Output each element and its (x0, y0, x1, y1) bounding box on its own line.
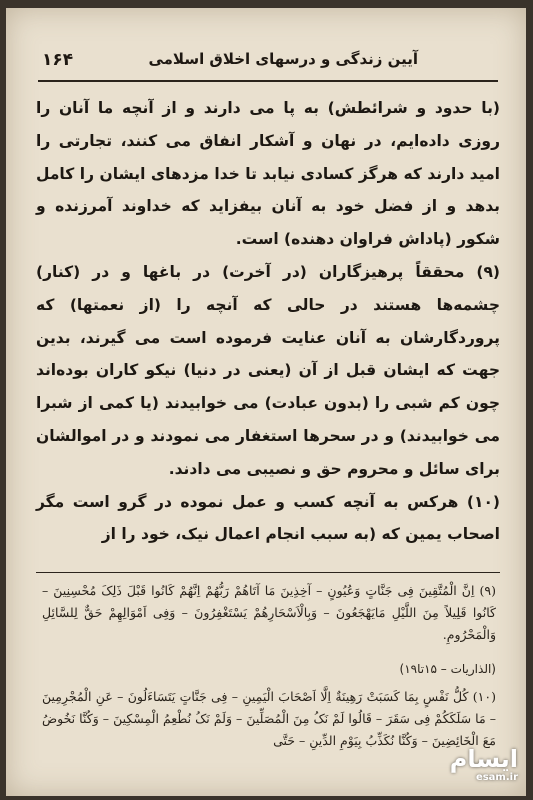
footnote-10: (۱۰) کُلُّ نَفْسٍ بِمَا کَسَبَتْ رَهِینَةٌ اِلَّا اَصْحَابَ الْیَمِینِ – فِی جَنَّاتٍ یَتَسَاءَلُونَ – عَنِ الْمُجْرِمِینَ – مَا سَلَکَکُمْ فِی سَقَرَ – قَالُوا لَمْ نَکُ مِنَ الْمُصَلِّینَ – وَلَمْ نَکُ نُطْعِمُ الْمِسْکِینَ – وَکُنَّا نَخُوضُ مَعَ الْخَائِضِینَ – وَکُنَّا نُکَذِّبُ بِیَوْمِ الدِّینِ – حَتَّی (42, 689, 496, 748)
watermark-logo (446, 746, 518, 786)
page-header (38, 44, 498, 82)
footnote-9: (۹) اِنَّ الْمُتَّقِینَ فِی جَنَّاتٍ وَعُیُونٍ – آخِذِینَ مَا آتَاهُمْ رَبُّهُمْ اِنَّهُمْ کَانُوا قَبْلَ ذَلِکَ مُحْسِنِینَ – کَانُوا قَلِیلاً مِنَ اللَّیْلِ مَایَهْجَعُونَ – وَبِالْاَسْحَارِهُمْ یَسْتَغْفِرُونَ – وَفِی اَمْوَالِهِمْ حَقٌّ لِلسَّائِلِ وَالْمَحْرُومِ. (42, 583, 496, 642)
main-text (36, 92, 500, 551)
paragraph: (با حدود و شرائطش) به پا می دارند و از آنچه ما آنان را روزی داده‌ایم، در نهان و آشکار انفاق می کنند، تجارتی را امید دارند که هرگز کسادی نیابد تا خدا مزدهای ایشان را کامل بدهد و از فضل خود به آنان بیفزاید که خداوند آمرزنده و شکور (پاداش فراوان دهنده) است. (36, 99, 500, 249)
paragraph: (۱۰) هرکس به آنچه کسب و عمل نموده در گرو است مگر اصحاب یمین که (به سبب انجام اعمال نیک، خود را از (36, 492, 500, 544)
footnote-divider (36, 572, 500, 573)
footnotes (42, 580, 496, 752)
page-number: ۱۶۴ (42, 50, 74, 70)
running-title: آیین زندگی و درسهای اخلاق اسلامی (148, 50, 418, 68)
watermark-url: esam.ir (475, 772, 518, 783)
paragraph: (۹) محققاً پرهیزگاران (در آخرت) در باغها و در (کنار) چشمه‌ها هستند در حالی که آنچه را (از نعمتها) که پروردگارشان به آنان عنایت فرموده است می گیرند، بدین جهت که ایشان قبل از آن (یعنی در دنیا) نیکو کاران بوده‌اند چون کم شبی را (بدون عبادت) می خوابیدند (یا کمی از شبرا می خوابیدند) و در سحرها استغفار می نمودند و در اموالشان برای سائل و محروم حق و نصیبی می دادند. (36, 262, 500, 478)
book-page (6, 8, 526, 796)
footnote-reference: (الذاریات – ۱۵تا۱۹) (399, 662, 496, 676)
watermark-logo-text: ایسام (449, 745, 518, 773)
